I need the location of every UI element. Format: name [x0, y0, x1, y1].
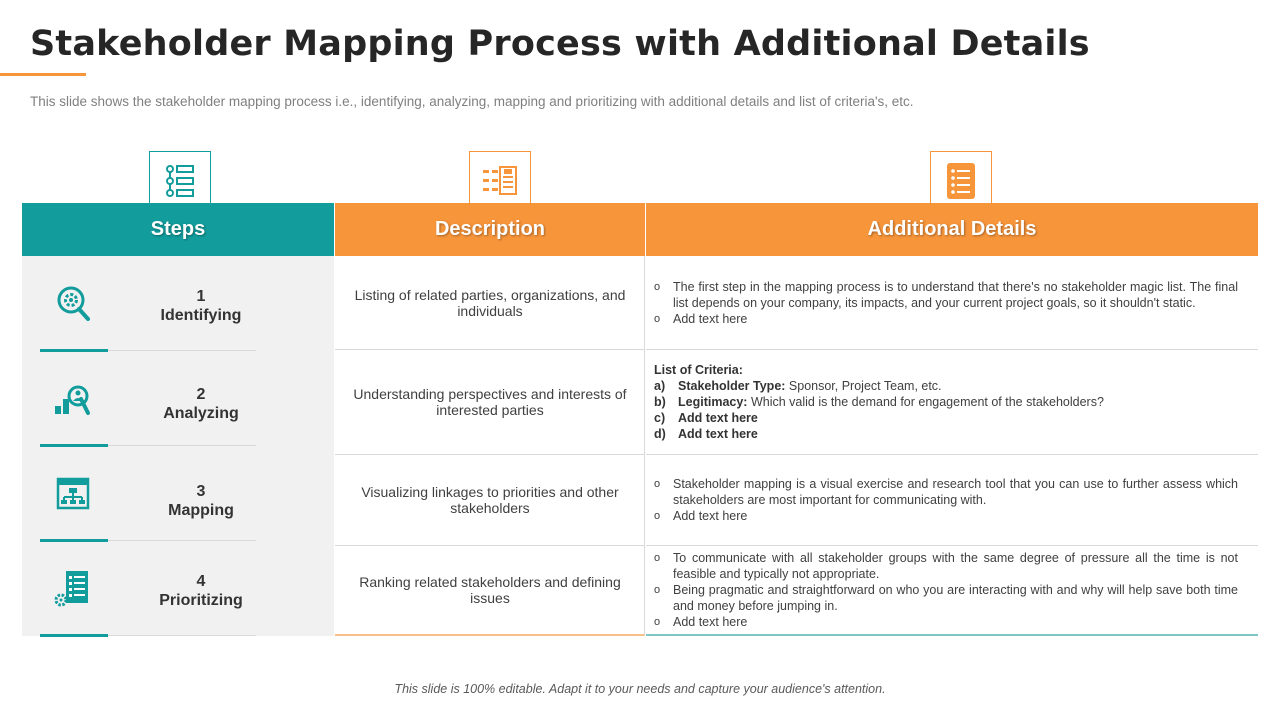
- list-sheet-icon: [930, 151, 992, 211]
- steps-header: Steps: [22, 203, 334, 256]
- document-checklist-icon: [469, 151, 531, 211]
- description-cell: Understanding perspectives and interests of interested parties: [335, 350, 645, 455]
- bullet-item: o Being pragmatic and straightforward on who you are interacting with and why will help save both time and money before jumping in.: [654, 583, 1238, 613]
- page-subtitle: This slide shows the stakeholder mapping process i.e., identifying, analyzing, mapping and prioritizing with additional details and list of criteria's, etc.: [30, 94, 914, 109]
- details-cell-prioritizing: [646, 546, 1258, 634]
- criteria-item: a) Stakeholder Type: Sponsor, Project Team, etc.: [654, 379, 942, 393]
- bullet-item: o To communicate with all stakeholder groups with the same degree of pressure all the time is not feasible and typically not appropriate.: [654, 551, 1238, 581]
- criteria-item: c) Add text here: [654, 411, 758, 425]
- details-cell-identifying: [646, 256, 1258, 350]
- criteria-item: b) Legitimacy: Which valid is the demand for engagement of the stakeholders?: [654, 395, 1104, 409]
- step-label: 2 Analyzing: [163, 386, 239, 422]
- description-column: [335, 256, 645, 636]
- bullet-item: o Add text here: [654, 311, 748, 326]
- bullet-item: o The first step in the mapping process is to understand that there's no stakeholder magic list. The final list depends on your company, its impacts, and your current project goals, so it shouldn't static.: [654, 279, 1238, 310]
- title-underline: [0, 73, 86, 76]
- checklist-gear-icon: [54, 569, 94, 609]
- bullet-item: o Add text here: [654, 509, 748, 523]
- details-column: [646, 256, 1258, 636]
- step-row-prioritizing: [40, 541, 256, 636]
- step-label: 3 Mapping: [168, 483, 234, 519]
- bullet-item: o Stakeholder mapping is a visual exercise and research tool that you can use to further assess which stakeholders are most important for communicating with.: [654, 477, 1238, 507]
- details-header: Additional Details: [646, 203, 1258, 256]
- hierarchy-window-icon: [54, 474, 94, 514]
- footer-note: This slide is 100% editable. Adapt it to your needs and capture your audience's attention.: [394, 682, 886, 696]
- magnifier-gear-icon: [54, 284, 94, 324]
- criteria-heading: List of Criteria:: [654, 363, 743, 377]
- step-accent: [40, 634, 108, 637]
- criteria-item: d) Add text here: [654, 427, 758, 441]
- analysis-magnifier-icon: [54, 379, 94, 419]
- description-cell: Listing of related parties, organizations, and individuals: [335, 256, 645, 350]
- page-title: Stakeholder Mapping Process with Additional Details: [30, 24, 1090, 64]
- step-row-mapping: [40, 446, 256, 541]
- step-row-identifying: [40, 256, 256, 351]
- bullet-item: o Add text here: [654, 615, 748, 629]
- list-nodes-icon: [149, 151, 211, 211]
- step-label: 1 Identifying: [160, 288, 242, 324]
- details-cell-analyzing: [646, 350, 1258, 455]
- step-row-analyzing: [40, 351, 256, 446]
- description-header: Description: [335, 203, 645, 256]
- description-cell: Visualizing linkages to priorities and other stakeholders: [335, 455, 645, 546]
- description-cell: Ranking related stakeholders and defining issues: [359, 574, 621, 606]
- step-label: 4 Prioritizing: [159, 573, 243, 609]
- details-cell-mapping: [646, 455, 1258, 546]
